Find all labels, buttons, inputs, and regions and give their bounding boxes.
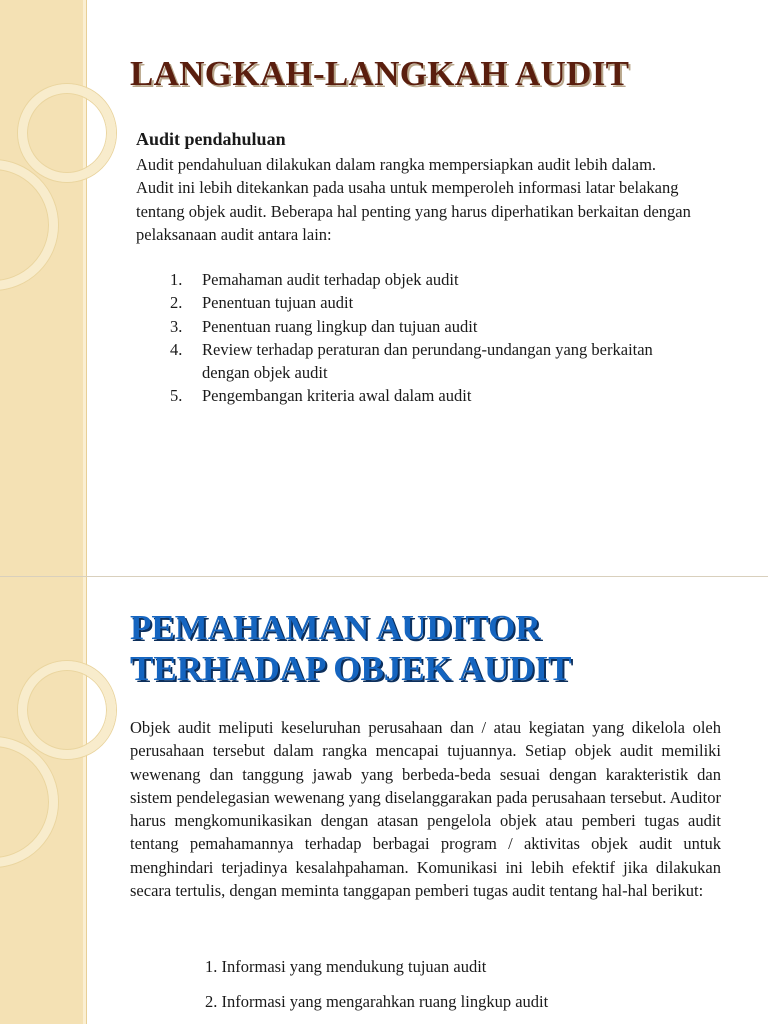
list-item: 2. Informasi yang mengarahkan ruang lingkup audit — [205, 992, 549, 1011]
item-number: 2. — [170, 293, 183, 313]
item-text: Pengembangan kriteria awal dalam audit — [202, 386, 472, 406]
info-list — [205, 957, 548, 1024]
list-item — [160, 291, 680, 314]
item-number: 3. — [170, 316, 183, 336]
list-item — [160, 384, 680, 407]
body-paragraph: Objek audit meliputi keseluruhan perusahaan dan / atau kegiatan yang dikelola oleh perusahaan tersebut dalam rangka mencapai tujuannya. Setiap objek audit memiliki wewenang dan tanggung jawab yang berbeda-beda sesuai dengan karakteristik dan sistem pendelegasian wewenang yang diselanggarakan pada perusahaan tersebut. Auditor harus mengkomunikasikan dengan atasan pengelola objek atau pemberi tugas audit tentang pemahamannya terhadap berbagai program / aktivitas objek audit untuk menghindari terjadinya kesalahpahaman. Komunikasi ini lebih efektif jika dilakukan secara tertulis, dengan meminta tanggapan pemberi tugas audit tentang hal-hal berikut: — [130, 718, 721, 901]
list-item — [160, 315, 680, 338]
slide-title-line-1: PEMAHAMAN AUDITOR — [130, 608, 541, 647]
decorative-band-edge-line — [86, 0, 87, 577]
intro-paragraph: Audit pendahuluan dilakukan dalam rangka mempersiapkan audit lebih dalam. Audit ini lebih ditekankan pada usaha untuk memperoleh informasi latar belakang tentang objek audit. Beberapa hal penting yang harus diperhatikan berkaitan dengan pelaksanaan audit antara lain: — [136, 155, 691, 244]
item-text: Pemahaman audit terhadap objek audit — [202, 270, 459, 289]
decorative-ring — [18, 84, 116, 182]
item-text: Penentuan tujuan audit — [202, 293, 354, 313]
decorative-ring — [18, 661, 116, 759]
list-item — [160, 338, 686, 385]
list-item — [160, 268, 680, 291]
decorative-band-edge-line — [86, 577, 87, 1024]
item-number: 4. — [170, 339, 183, 359]
slide-title-line-2: TERHADAP OBJEK AUDIT — [130, 649, 572, 688]
list-item: 1. Informasi yang mendukung tujuan audit — [205, 957, 487, 976]
item-number: 1. — [170, 270, 183, 289]
item-number: 5. — [170, 386, 183, 406]
slide-pemahaman-auditor — [0, 577, 768, 1024]
item-text: Review terhadap peraturan dan perundang-undangan yang berkaitan dengan objek audit — [202, 339, 686, 383]
slide-title — [130, 607, 571, 689]
item-text: Penentuan ruang lingkup dan tujuan audit — [202, 316, 478, 336]
section-subheading: Audit pendahuluan — [136, 129, 286, 149]
steps-list — [160, 268, 686, 408]
slide-title: LANGKAH-LANGKAH AUDIT — [130, 54, 630, 93]
